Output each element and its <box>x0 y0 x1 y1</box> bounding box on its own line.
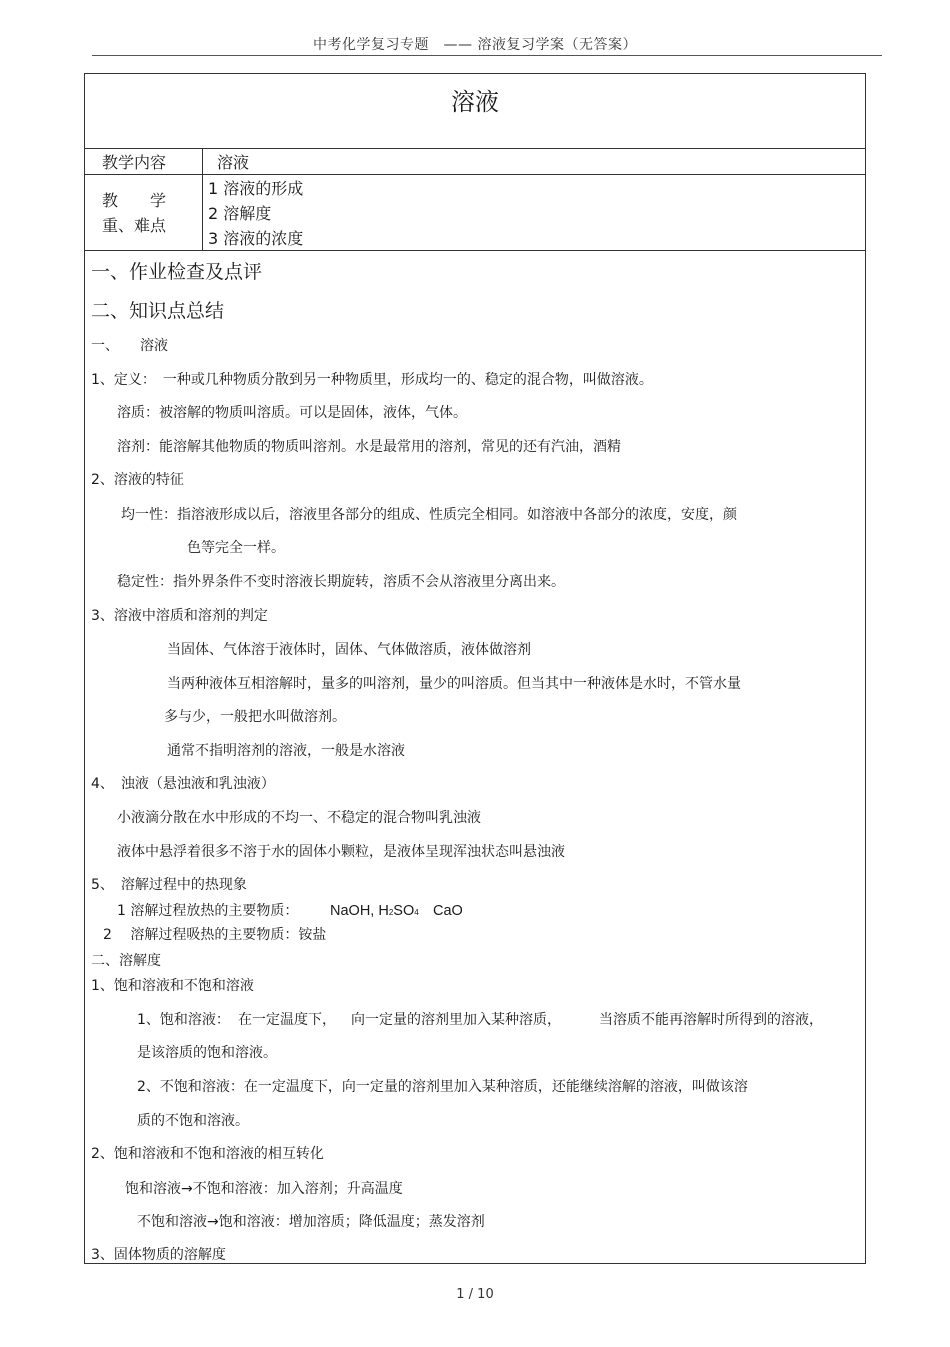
paragraph: 稳定性：指外界条件不变时溶液长期旋转，溶质不会从溶液里分离出来。 <box>117 574 565 590</box>
formula-subscript: 2 <box>388 908 394 917</box>
paragraph: 2、不饱和溶液：在一定温度下，向一定量的溶剂里加入某种溶质，还能继续溶解的溶液，叫做该溶 <box>137 1079 748 1095</box>
formula-subscript: 4 <box>414 908 419 917</box>
paragraph: 2、溶液的特征 <box>91 472 184 488</box>
paragraph: 5、 溶解过程中的热现象 <box>91 877 247 893</box>
section-heading: 二、知识点总结 <box>91 300 225 322</box>
chemical-formula: CaO <box>433 903 463 919</box>
content-label: 教学内容 <box>102 153 167 172</box>
focus-item: 1 溶液的形成 <box>208 179 304 198</box>
formula-part: NaOH, H <box>330 903 389 919</box>
paragraph: 2、饱和溶液和不饱和溶液的相互转化 <box>91 1146 324 1162</box>
paragraph: 3、溶液中溶质和溶剂的判定 <box>91 608 268 624</box>
row-divider <box>85 250 865 251</box>
paragraph: 多与少，一般把水叫做溶剂。 <box>164 709 346 725</box>
paragraph: 通常不指明溶剂的溶液，一般是水溶液 <box>167 743 405 759</box>
paragraph: 当溶质不能再溶解时所得到的溶液， <box>599 1012 823 1028</box>
paragraph: 溶剂：能溶解其他物质的物质叫溶剂。水是最常用的溶剂，常见的还有汽油，酒精 <box>117 439 621 455</box>
chemical-formula <box>330 902 419 922</box>
paragraph: 不饱和溶液→饱和溶液：增加溶质；降低温度；蒸发溶剂 <box>137 1214 485 1230</box>
paragraph: 是该溶质的饱和溶液。 <box>137 1045 277 1061</box>
header-rule <box>92 55 882 56</box>
paragraph: 2 溶解过程吸热的主要物质：铵盐 <box>103 927 327 943</box>
focus-item: 2 溶解度 <box>208 204 272 223</box>
lesson-title: 溶液 <box>451 88 499 116</box>
paragraph: 当固体、气体溶于液体时，固体、气体做溶质，液体做溶剂 <box>167 642 531 658</box>
content-value: 溶液 <box>217 153 250 172</box>
paragraph: 在一定温度下， <box>238 1012 336 1028</box>
focus-label-line1: 教 学 <box>102 191 167 210</box>
paragraph <box>117 902 463 920</box>
column-divider <box>202 148 203 250</box>
formula-part: SO <box>393 903 415 919</box>
paragraph: 质的不饱和溶液。 <box>137 1113 249 1129</box>
paragraph: 液体中悬浮着很多不溶于水的固体小颗粒，是液体呈现浑浊状态叫悬浊液 <box>117 844 565 860</box>
paragraph: 色等完全一样。 <box>187 540 285 556</box>
paragraph: 1、饱和溶液和不饱和溶液 <box>91 978 254 994</box>
paragraph: 当两种液体互相溶解时，量多的叫溶剂，量少的叫溶质。但当其中一种液体是水时，不管水量 <box>167 676 741 692</box>
lesson-table <box>84 73 866 1264</box>
paragraph: 均一性：指溶液形成以后，溶液里各部分的组成、性质完全相同。如溶液中各部分的浓度，安度，颜 <box>121 507 737 523</box>
paragraph: 4、 浊液（悬浊液和乳浊液） <box>91 776 275 792</box>
paragraph: 向一定量的溶剂里加入某种溶质， <box>351 1012 561 1028</box>
paragraph: 溶质：被溶解的物质叫溶质。可以是固体，液体，气体。 <box>117 405 467 421</box>
section-heading: 一、作业检查及点评 <box>91 261 263 283</box>
subsection-heading: 二、溶解度 <box>91 953 161 969</box>
focus-item: 3 溶液的浓度 <box>208 229 304 248</box>
page-header: 中考化学复习专题 —— 溶液复习学案（无答案） <box>313 37 637 53</box>
paragraph: 小液滴分散在水中形成的不均一、不稳定的混合物叫乳浊液 <box>117 810 481 826</box>
paragraph: 1、饱和溶液： <box>137 1012 230 1028</box>
focus-label-line2: 重、难点 <box>102 216 167 235</box>
paragraph: 3、固体物质的溶解度 <box>91 1247 226 1263</box>
heat-release-label: 1 溶解过程放热的主要物质： <box>117 903 299 919</box>
paragraph: 饱和溶液→不饱和溶液：加入溶剂；升高温度 <box>125 1181 403 1197</box>
paragraph: 1、定义： 一种或几种物质分散到另一种物质里，形成均一的、稳定的混合物，叫做溶液。 <box>91 372 653 388</box>
subsection-heading: 一、 溶液 <box>91 338 168 354</box>
page-number: 1 / 10 <box>456 1287 494 1302</box>
